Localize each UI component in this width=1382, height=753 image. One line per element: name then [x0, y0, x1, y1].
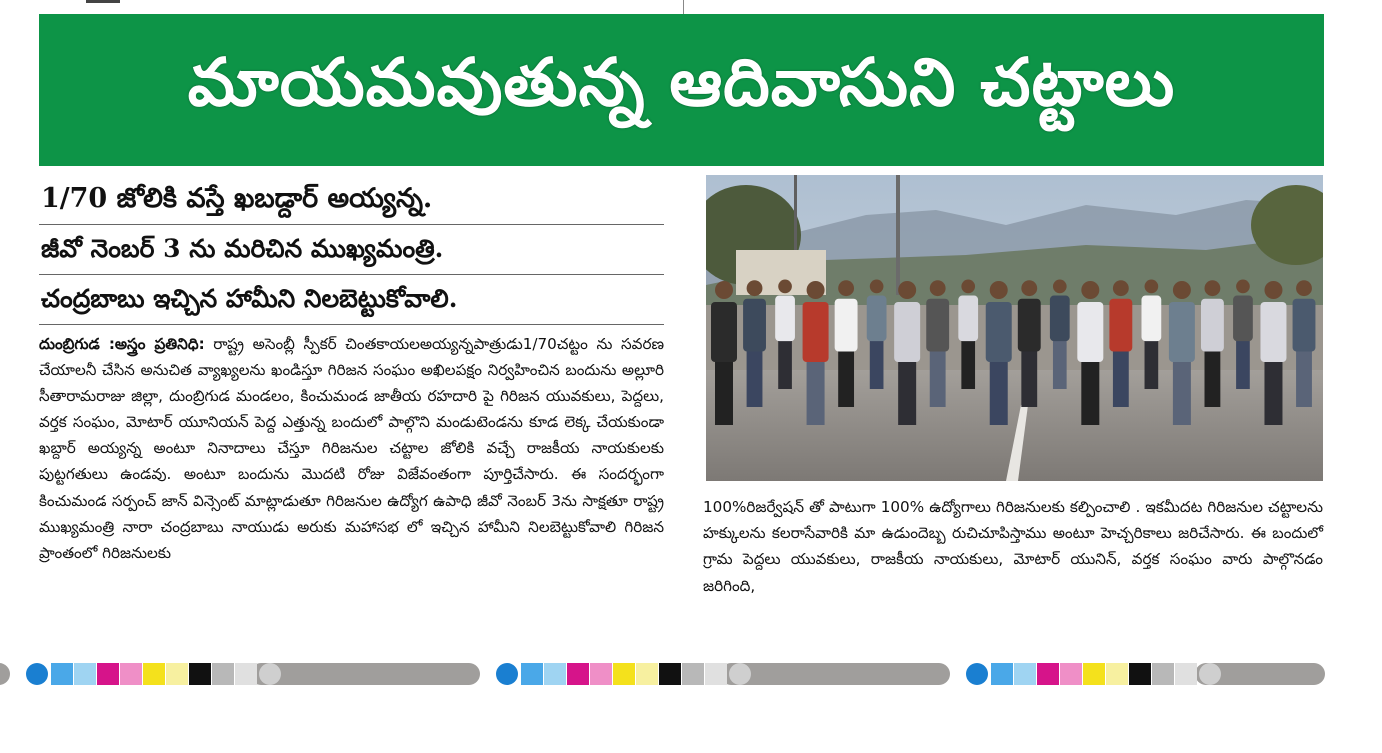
registration-dot: [259, 663, 281, 685]
headline-2: జీవో నెంబర్ 3 ను మరిచిన ముఖ్యమంత్రి.: [39, 225, 664, 275]
top-rule-stub: [86, 0, 120, 3]
registration-swatch: [97, 663, 119, 685]
headline-3: చంద్రబాబు ఇచ్చిన హామీని నిలబెట్టుకోవాలి.: [39, 275, 664, 325]
registration-swatch: [1014, 663, 1036, 685]
protest-photo-image: [706, 175, 1323, 481]
registration-swatch: [189, 663, 211, 685]
photo-pole: [896, 175, 900, 295]
registration-swatch: [613, 663, 635, 685]
registration-dot: [966, 663, 988, 685]
registration-swatch: [166, 663, 188, 685]
registration-swatch: [235, 663, 257, 685]
registration-swatch: [120, 663, 142, 685]
registration-swatch: [212, 663, 234, 685]
registration-swatch: [705, 663, 727, 685]
registration-swatch: [74, 663, 96, 685]
registration-marks: [0, 663, 1325, 685]
registration-swatch: [1106, 663, 1128, 685]
registration-swatch: [590, 663, 612, 685]
registration-dot: [1199, 663, 1221, 685]
registration-swatch: [1037, 663, 1059, 685]
registration-dot: [729, 663, 751, 685]
article-byline: దుంబ్రిగుడ :అస్త్రం ప్రతినిధి:: [39, 335, 205, 353]
headline-1: 1/70 జోలికి వస్తే ఖబడ్దార్ అయ్యన్న.: [39, 178, 664, 225]
registration-swatch: [521, 663, 543, 685]
registration-gray-bar: [720, 663, 950, 685]
registration-swatch: [991, 663, 1013, 685]
article-continuation: 100%రిజర్వేషన్ తో పాటుగా 100% ఉద్యోగాలు గిరిజనులకు కల్పించాలి . ఇకమీదట గిరిజనుల చట్టాలను హక్కులను కలరాసేవారికి మా ఉడుందెబ్బ రుచిచూపిస్తాము అంటూ హెచ్చరికాలు జరిచేసారు. ఈ బందులో గ్రామ పెద్దలు యువకులు, రాజకీయ నాయకులు, మోటార్ యునిన్, వర్తక సంఘం వారు పాల్గొనడం జరిగింది,: [703, 498, 1323, 595]
article-body-text: రాష్ట్ర అసెంబ్లీ స్పీకర్ చింతకాయలఅయ్యన్నపాత్రుడు1/70చట్టం ను సవరణ చేయాలనీ చేసిన అనుచిత వ్యాఖ్యలను ఖండిస్తూ గిరిజన సంఘం అఖిలపక్షం నిర్వహించిన బందును అల్లూరి సీతారామరాజు జిల్లా, దుంబ్రిగుడ మండలం, కించుమండ జాతీయ రహదారి పై గిరిజన యువకులు, పెద్దలు, వర్తక సంఘం, మోటార్ యూనియన్ పెద్ద ఎత్తున్న బందులో పాల్గొని మండుటెండను కూడ లెక్క చేయకుండా ఖబ్దార్ అయ్యన్న అంటూ నినాదాలు చేస్తూ గిరిజనుల చట్టాల జోలికి వచ్చే రాజకీయ నాయకులకు పుట్టగతులు ఉండవు. అంటూ బందును మొదటి రోజు విజేవంతంగా పూర్తిచేసారు. ఈ సందర్భంగా కించుమండ సర్పంచ్ జాన్ విన్సెంట్ మాట్లాడుతూ గిరిజనుల ఉద్యోగ ఉపాధి జీవో నెంబర్ 3ను సాక్షతూ రాష్ట్ర ముఖ్యమంత్రి నారా చంద్రబాబు నాయుడు అరుకు మహాసభ లో ఇచ్చిన హామీని నిలబెట్టుకోవాలి గిరిజన ప్రాంతంలో గిరిజనులకు: [39, 335, 664, 562]
registration-swatch: [1175, 663, 1197, 685]
registration-swatch: [567, 663, 589, 685]
registration-swatch: [636, 663, 658, 685]
photo-roadside: [706, 305, 1323, 370]
registration-dot: [496, 663, 518, 685]
registration-gray-bar: [0, 663, 10, 685]
registration-swatch: [1083, 663, 1105, 685]
article-body: [39, 331, 664, 651]
registration-swatch: [544, 663, 566, 685]
registration-swatch: [1060, 663, 1082, 685]
article-left-column: [39, 178, 664, 651]
page-title: మాయమవుతున్న ఆదివాసుని చట్టాలు: [187, 43, 1176, 121]
protest-photo: [706, 175, 1323, 481]
registration-swatch: [1129, 663, 1151, 685]
registration-swatch: [51, 663, 73, 685]
registration-swatch: [143, 663, 165, 685]
registration-swatch: [1152, 663, 1174, 685]
registration-dot: [26, 663, 48, 685]
registration-gray-bar: [250, 663, 480, 685]
registration-swatch: [682, 663, 704, 685]
title-banner: [39, 14, 1324, 166]
print-registration-strip: [0, 660, 1382, 690]
registration-swatch: [659, 663, 681, 685]
